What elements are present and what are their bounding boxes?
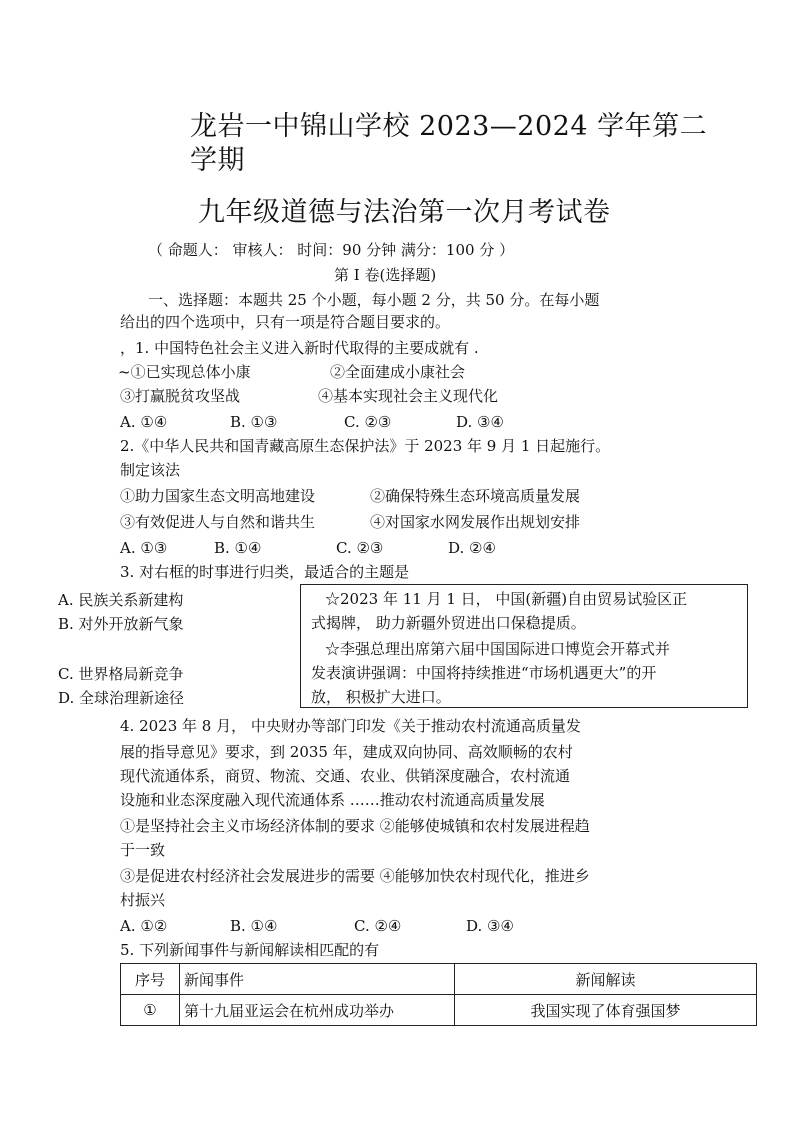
row-news-event: 第十九届亚运会在杭州成功举办 xyxy=(180,995,455,1026)
q3-choice-a: A. 民族关系新建构 xyxy=(58,591,184,609)
q4-line-2: 展的指导意见》要求，到 2035 年，建成双向协同、高效顺畅的农村 xyxy=(120,743,573,761)
q1-choice-b: B. ①③ xyxy=(230,413,278,431)
q3-box-line-3: ☆李强总理出席第六届中国国际进口博览会开幕式并 xyxy=(325,640,671,658)
q2-choice-d: D. ②④ xyxy=(448,539,496,557)
q1-option-3: ③打赢脱贫攻坚战 xyxy=(120,387,241,405)
q2-option-3: ③有效促进人与自然和谐共生 xyxy=(120,513,316,531)
q2-option-4: ④对国家水网发展作出规划安排 xyxy=(370,513,581,531)
q4-choice-d: D. ③④ xyxy=(466,917,514,935)
table-row xyxy=(121,995,757,1026)
q1-option-2: ②全面建成小康社会 xyxy=(330,363,466,381)
instructions-line-2: 给出的四个选项中，只有一项是符合题目要求的。 xyxy=(120,313,451,331)
q4-line-1: 4. 2023 年 8 月， 中央财办等部门印发《关于推动农村流通高质量发 xyxy=(120,717,581,735)
q4-choice-c: C. ②④ xyxy=(354,917,402,935)
q4-line-8: 村振兴 xyxy=(120,891,166,909)
q3-box-line-4: 发表演讲强调：中国将持续推进“市场机遇更大”的开 xyxy=(311,664,657,682)
q2-choice-c: C. ②③ xyxy=(336,539,384,557)
q4-line-3: 现代流通体系，商贸、物流、交通、农业、供销深度融合，农村流通 xyxy=(120,767,571,785)
q2-option-2: ②确保特殊生态环境高质量发展 xyxy=(370,487,581,505)
q5-stem: 5. 下列新闻事件与新闻解读相匹配的有 xyxy=(120,941,380,959)
q3-box-line-1: ☆2023 年 11 月 1 日， 中国(新疆)自由贸易试验区正 xyxy=(325,590,688,608)
row-index: ① xyxy=(121,995,180,1026)
q5-news-table xyxy=(120,963,757,1026)
q2-option-1: ①助力国家生态文明高地建设 xyxy=(120,487,316,505)
q1-option-1: ~①已实现总体小康 xyxy=(118,363,251,381)
title-line-1: 龙岩一中锦山学校 2023—2024 学年第二 xyxy=(190,111,708,142)
q4-line-6: 于一致 xyxy=(120,841,166,859)
q4-line-7: ③是促进农村经济社会发展进步的需要 ④能够加快农村现代化，推进乡 xyxy=(120,867,590,885)
q1-choice-c: C. ②③ xyxy=(344,413,392,431)
header-news-event: 新闻事件 xyxy=(180,964,455,995)
q2-choice-b: B. ①④ xyxy=(214,539,262,557)
instructions-line-1: 一、选择题：本题共 25 个小题，每小题 2 分，共 50 分。在每小题 xyxy=(148,291,600,309)
q3-box-line-5: 放， 积极扩大进口。 xyxy=(311,688,451,706)
title-line-2: 学期 xyxy=(190,145,245,176)
exam-info: （ 命题人： 审核人： 时间：90 分钟 满分：100 分 ） xyxy=(148,241,515,259)
q2-stem-2: 制定该法 xyxy=(120,461,181,479)
q4-line-4: 设施和业态深度融入现代流通体系 ……推动农村流通高质量发展 xyxy=(120,791,545,809)
q3-choice-c: C. 世界格局新竞争 xyxy=(58,665,184,683)
q2-choice-a: A. ①③ xyxy=(120,539,168,557)
subtitle: 九年级道德与法治第一次月考试卷 xyxy=(198,197,611,228)
q3-stem: 3. 对右框的时事进行归类，最适合的主题是 xyxy=(120,563,410,581)
q3-news-box xyxy=(300,584,748,708)
row-news-interpretation: 我国实现了体育强国梦 xyxy=(455,995,757,1026)
header-news-interpretation: 新闻解读 xyxy=(455,964,757,995)
q1-stem: ，1. 中国特色社会主义进入新时代取得的主要成就有 . xyxy=(120,339,479,357)
q3-choice-d: D. 全球治理新途径 xyxy=(58,689,185,707)
section-title: 第 I 卷(选择题) xyxy=(334,266,437,284)
q4-choice-b: B. ①④ xyxy=(230,917,278,935)
q1-choice-d: D. ③④ xyxy=(456,413,504,431)
q1-option-4: ④基本实现社会主义现代化 xyxy=(318,387,499,405)
q3-box-line-2: 式揭牌， 助力新疆外贸进出口保稳提质。 xyxy=(311,614,586,632)
q1-choice-a: A. ①④ xyxy=(120,413,168,431)
q3-choice-b: B. 对外开放新气象 xyxy=(58,615,184,633)
table-header-row xyxy=(121,964,757,995)
q2-stem: 2.《中华人民共和国青藏高原生态保护法》于 2023 年 9 月 1 日起施行。 xyxy=(120,437,611,455)
q4-choice-a: A. ①② xyxy=(120,917,168,935)
header-index: 序号 xyxy=(121,964,180,995)
q4-line-5: ①是坚持社会主义市场经济体制的要求 ②能够使城镇和农村发展进程趋 xyxy=(120,817,590,835)
